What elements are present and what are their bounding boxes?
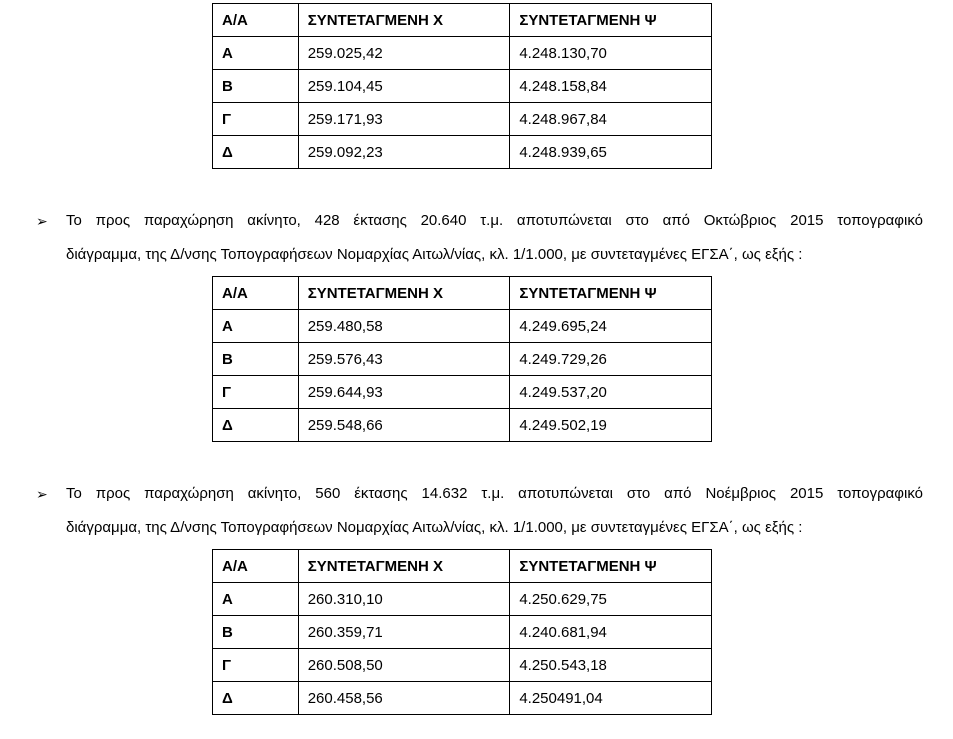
coord-y-cell: 4.250.629,75: [510, 583, 712, 616]
arrow-bullet-icon: ➢: [36, 486, 48, 502]
header-coord-x: ΣΥΝΤΕΤΑΓΜΕΝΗ Χ: [298, 277, 510, 310]
paragraph-line: διάγραμμα, της Δ/νσης Τοπογραφήσεων Νομαρχίας Αιτωλ/νίας, κλ. 1/1.000, με συντεταγμένες ΕΓΣΑ΄, ως εξής :: [66, 519, 803, 536]
header-aa: Α/Α: [213, 4, 299, 37]
row-label: Δ: [213, 136, 299, 169]
row-label: Δ: [213, 409, 299, 442]
arrow-bullet-icon: ➢: [36, 213, 48, 229]
coord-x-cell: 259.480,58: [298, 310, 510, 343]
header-aa: Α/Α: [213, 277, 299, 310]
table-row: [213, 409, 712, 442]
coord-y-cell: 4.248.158,84: [510, 70, 712, 103]
row-label: Γ: [213, 649, 299, 682]
coord-x-cell: 259.104,45: [298, 70, 510, 103]
coord-y-cell: 4.249.502,19: [510, 409, 712, 442]
coord-x-cell: 259.644,93: [298, 376, 510, 409]
coord-x-cell: 260.359,71: [298, 616, 510, 649]
coord-x-cell: 259.171,93: [298, 103, 510, 136]
coord-y-cell: 4.248.967,84: [510, 103, 712, 136]
header-coord-y: ΣΥΝΤΕΤΑΓΜΕΝΗ Ψ: [510, 4, 712, 37]
header-coord-x: ΣΥΝΤΕΤΑΓΜΕΝΗ Χ: [298, 550, 510, 583]
coord-x-cell: 259.025,42: [298, 37, 510, 70]
coord-x-cell: 260.458,56: [298, 682, 510, 715]
table-row: [213, 70, 712, 103]
coord-x-cell: 259.092,23: [298, 136, 510, 169]
table-row: [213, 310, 712, 343]
table-row: [213, 616, 712, 649]
paragraph-line: διάγραμμα, της Δ/νσης Τοπογραφήσεων Νομαρχίας Αιτωλ/νίας, κλ. 1/1.000, με συντεταγμένες ΕΓΣΑ΄, ως εξής :: [66, 246, 803, 263]
coord-y-cell: 4.248.130,70: [510, 37, 712, 70]
table-row: [213, 103, 712, 136]
coord-y-cell: 4.249.537,20: [510, 376, 712, 409]
header-aa: Α/Α: [213, 550, 299, 583]
header-coord-x: ΣΥΝΤΕΤΑΓΜΕΝΗ Χ: [298, 4, 510, 37]
coord-x-cell: 260.310,10: [298, 583, 510, 616]
coord-x-cell: 260.508,50: [298, 649, 510, 682]
table-row: [213, 376, 712, 409]
paragraph-line: Το προς παραχώρηση ακίνητο, 560 έκτασης 14.632 τ.μ. αποτυπώνεται στο από Νοέμβριος 2015 τοπογραφικό: [66, 485, 923, 502]
coord-y-cell: 4.249.729,26: [510, 343, 712, 376]
table-row: [213, 649, 712, 682]
table-header-row: [213, 550, 712, 583]
header-coord-y: ΣΥΝΤΕΤΑΓΜΕΝΗ Ψ: [510, 277, 712, 310]
coord-y-cell: 4.250.543,18: [510, 649, 712, 682]
coord-x-cell: 259.576,43: [298, 343, 510, 376]
table-row: [213, 682, 712, 715]
row-label: Α: [213, 37, 299, 70]
row-label: Γ: [213, 376, 299, 409]
row-label: Α: [213, 310, 299, 343]
coordinates-table-3: [212, 549, 712, 715]
table-header-row: [213, 277, 712, 310]
table-header-row: [213, 4, 712, 37]
table-row: [213, 37, 712, 70]
row-label: Β: [213, 343, 299, 376]
table-row: [213, 343, 712, 376]
table-row: [213, 583, 712, 616]
coord-x-cell: 259.548,66: [298, 409, 510, 442]
coord-y-cell: 4.240.681,94: [510, 616, 712, 649]
row-label: Β: [213, 616, 299, 649]
coord-y-cell: 4.249.695,24: [510, 310, 712, 343]
coordinates-table-2: [212, 276, 712, 442]
bullet-paragraph-2: [36, 477, 923, 545]
row-label: Γ: [213, 103, 299, 136]
coord-y-cell: 4.250491,04: [510, 682, 712, 715]
row-label: Α: [213, 583, 299, 616]
table-row: [213, 136, 712, 169]
row-label: Δ: [213, 682, 299, 715]
header-coord-y: ΣΥΝΤΕΤΑΓΜΕΝΗ Ψ: [510, 550, 712, 583]
paragraph-line: Το προς παραχώρηση ακίνητο, 428 έκτασης 20.640 τ.μ. αποτυπώνεται στο από Οκτώβριος 2015 τοπογραφικό: [66, 212, 923, 229]
row-label: Β: [213, 70, 299, 103]
coordinates-table-1: [212, 3, 712, 169]
coord-y-cell: 4.248.939,65: [510, 136, 712, 169]
bullet-paragraph-1: [36, 204, 923, 272]
